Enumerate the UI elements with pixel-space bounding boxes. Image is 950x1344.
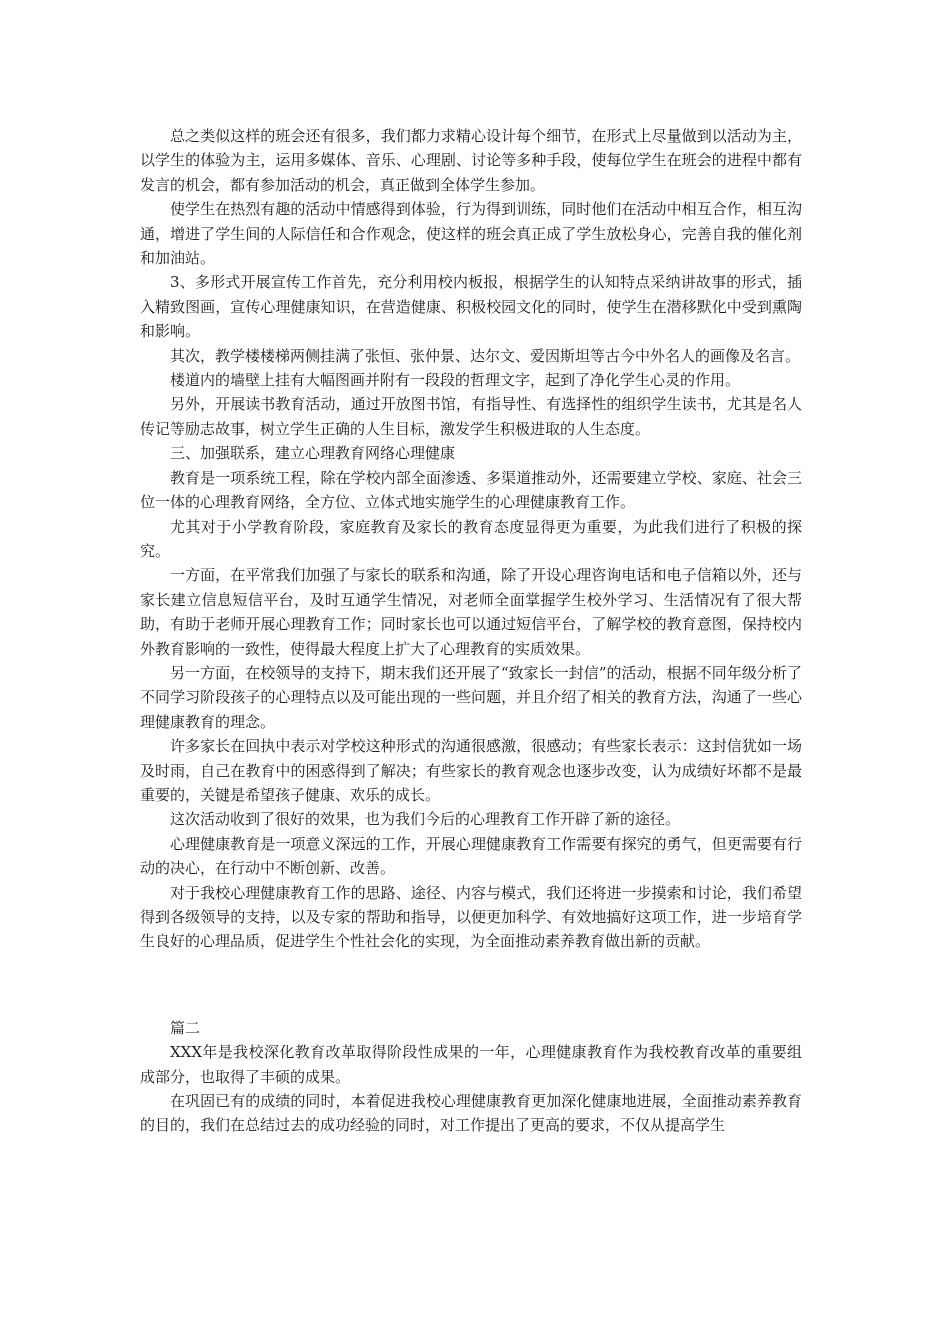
- paragraph: 另外，开展读书教育活动，通过开放图书馆，有指导性、有选择性的组织学生读书，尤其是名人传记等励志故事，树立学生正确的人生目标，激发学生积极进取的人生态度。: [140, 395, 802, 438]
- paragraph: 一方面，在平常我们加强了与家长的联系和沟通，除了开设心理咨询电话和电子信箱以外，还与家长建立信息短信平台，及时互通学生情况，对老师全面掌握学生校外学习、生活情况有了很大帮助，有助于老师开展心理教育工作；同时家长也可以通过短信平台，了解学校的教育意图，保持校内外教育影响的一致性，使得最大程度上扩大了心理教育的实质效果。: [140, 566, 802, 658]
- paragraph: 使学生在热烈有趣的活动中情感得到体验，行为得到训练，同时他们在活动中相互合作，相互沟通，增进了学生间的人际信任和合作观念，使这样的班会真正成了学生放松身心，完善自我的催化剂和加油站。: [140, 200, 802, 268]
- paragraph: 3、多形式开展宣传工作首先，充分利用校内板报，根据学生的认知特点采纳讲故事的形式，插入精致图画，宣传心理健康知识，在营造健康、积极校园文化的同时，使学生在潜移默化中受到熏陶和影响。: [140, 273, 802, 341]
- paragraph: 在巩固已有的成绩的同时，本着促进我校心理健康教育更加深化健康地进展，全面推动素养教育的目的，我们在总结过去的成功经验的同时，对工作提出了更高的要求，不仅从提高学生: [140, 1092, 802, 1135]
- paragraph: 心理健康教育是一项意义深远的工作，开展心理健康教育工作需要有探究的勇气，但更需要有行动的决心，在行动中不断创新、改善。: [140, 834, 802, 878]
- document-body: [140, 124, 802, 1138]
- section-spacer: [140, 954, 802, 1016]
- paragraph: 尤其对于小学教育阶段，家庭教育及家长的教育态度显得更为重要，为此我们进行了积极的探究。: [140, 517, 802, 560]
- paragraph: 其次，教学楼楼梯两侧挂满了张恒、张仲景、达尔文、爱因斯坦等古今中外名人的画像及名言。: [170, 346, 801, 365]
- paragraph: XXX年是我校深化教育改革取得阶段性成果的一年，心理健康教育作为我校教育改革的重要组成部分，也取得了丰硕的成果。: [140, 1043, 802, 1086]
- paragraph: 楼道内的墙壁上挂有大幅图画并附有一段段的哲理文字，起到了净化学生心灵的作用。: [170, 371, 741, 390]
- paragraph: 许多家长在回执中表示对学校这种形式的沟通很感激，很感动；有些家长表示：这封信犹如一场及时雨，自己在教育中的困惑得到了解决；有些家长的教育观念也逐步改变，认为成绩好坏都不是最重要的，关键是希望孩子健康、欢乐的成长。: [140, 737, 802, 804]
- paragraph: 总之类似这样的班会还有很多，我们都力求精心设计每个细节，在形式上尽量做到以活动为主，以学生的体验为主，运用多媒体、音乐、心理剧、讨论等多种手段，使每位学生在班会的进程中都有发言的机会，都有参加活动的机会，真正做到全体学生参加。: [140, 127, 802, 194]
- paragraph: 对于我校心理健康教育工作的思路、途径、内容与模式，我们还将进一步摸索和讨论，我们希望得到各级领导的支持，以及专家的帮助和指导，以便更加科学、有效地搞好这项工作，进一步培育学生良好的心理品质，促进学生个性社会化的实现，为全面推动素养教育做出新的贡献。: [140, 883, 802, 951]
- paragraph: 这次活动收到了很好的效果，也为我们今后的心理教育工作开辟了新的途径。: [170, 810, 681, 829]
- paragraph: 教育是一项系统工程，除在学校内部全面渗透、多渠道推动外，还需要建立学校、家庭、社会三位一体的心理教育网络，全方位、立体式地实施学生的心理健康教育工作。: [140, 468, 802, 512]
- section-heading: 三、加强联系，建立心理教育网络心理健康: [170, 444, 456, 463]
- paragraph: 另一方面，在校领导的支持下，期末我们还开展了“致家长一封信”的活动，根据不同年级分析了不同学习阶段孩子的心理特点以及可能出现的一些问题，并且介绍了相关的教育方法，沟通了一些心理健康教育的理念。: [140, 663, 802, 731]
- section-title: 篇二: [170, 1018, 201, 1037]
